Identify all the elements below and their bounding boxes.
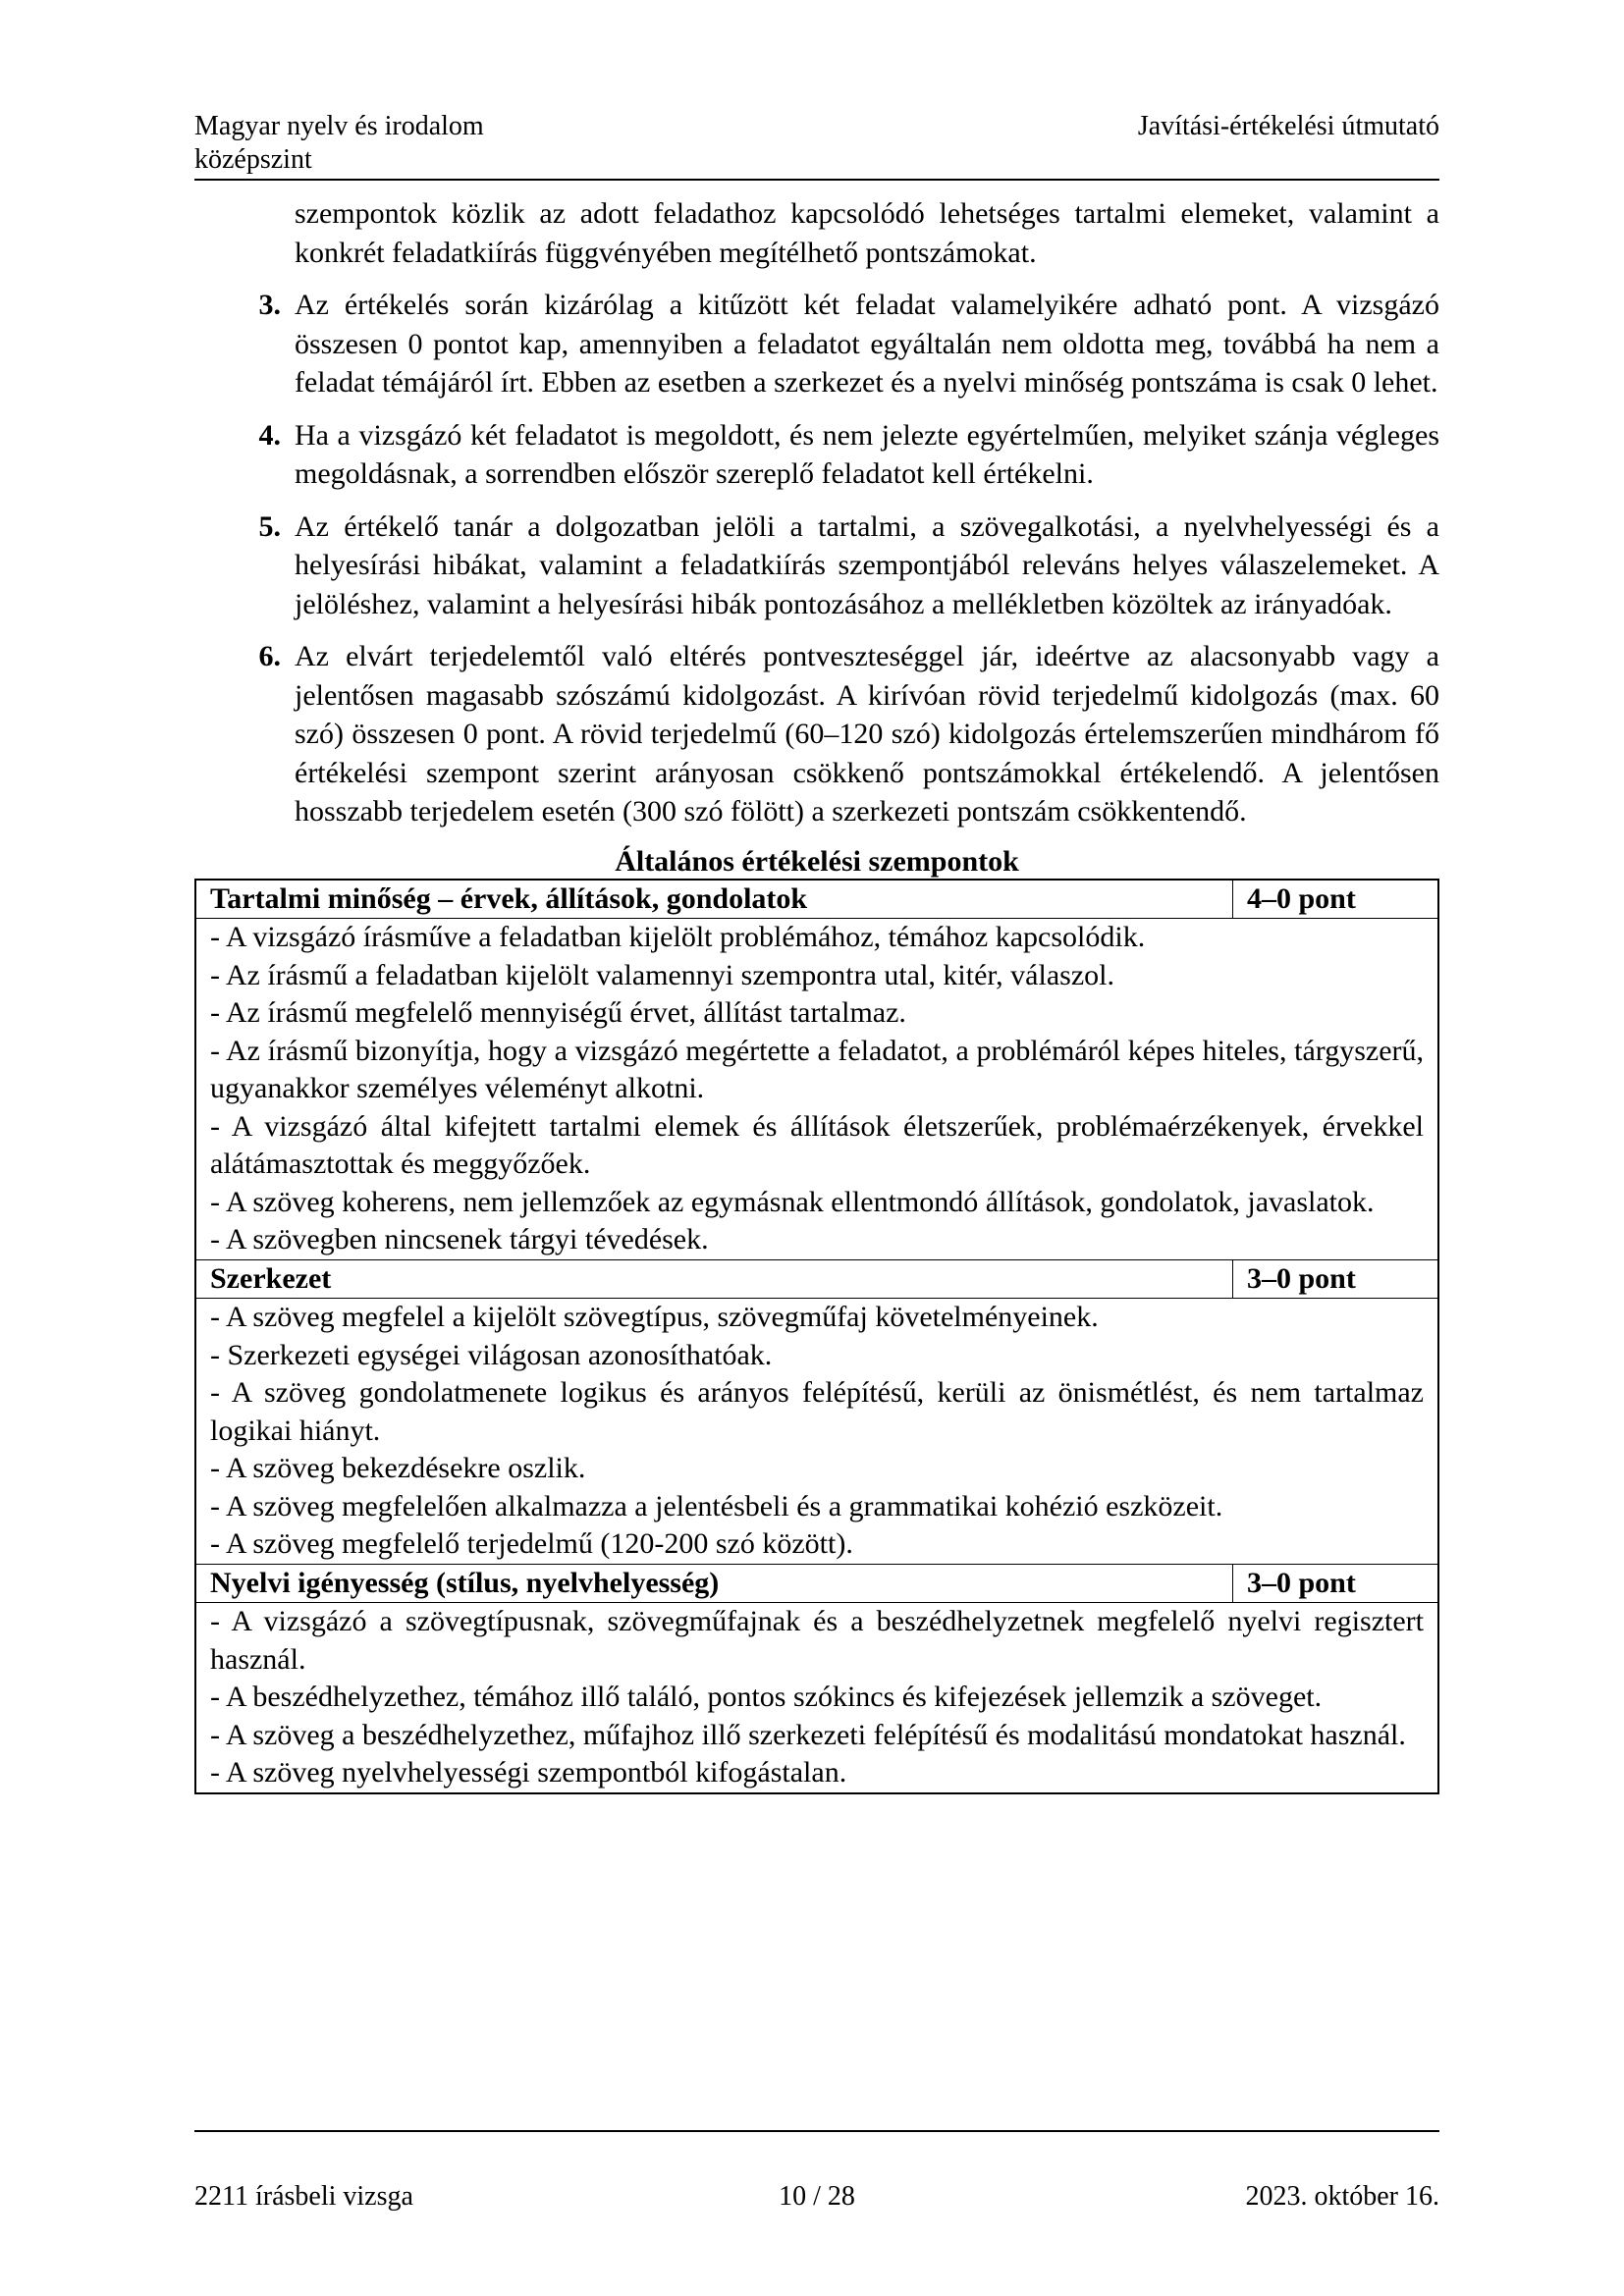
criterion-line: - A szöveg gondolatmenete logikus és arányos felépítésű, kerüli az önismétlést, és nem tartalmaz logikai hiányt. <box>210 1376 1424 1447</box>
criterion-line: - Szerkezeti egységei világosan azonosíthatóak. <box>210 1338 773 1371</box>
item-number: 5. <box>258 509 281 543</box>
criterion-line: - A vizsgázó a szövegtípusnak, szövegműfajnak és a beszédhelyzetnek megfelelő nyelvi regisztert használ. <box>210 1605 1424 1676</box>
section-points: 4–0 pont <box>1233 880 1439 919</box>
header-level: középszint <box>194 144 312 175</box>
section-points: 3–0 pont <box>1233 1564 1439 1603</box>
criteria-table <box>194 879 1439 1794</box>
criterion-line: - A szöveg bekezdésekre oszlik. <box>210 1452 586 1484</box>
footer-page-number: 10 / 28 <box>779 2181 855 2212</box>
item-text: Ha a vizsgázó két feladatot is megoldott, és nem jelezte egyértelműen, melyiket szánja végleges megoldásnak, a sorrendben először szereplő feladatot kell értékelni. <box>295 418 1439 490</box>
table-row <box>195 1564 1438 1603</box>
criterion-line: - A vizsgázó által kifejtett tartalmi elemek és állítások életszerűek, problémaérzékenyek, érvekkel alátámasztottak és meggyőzőek. <box>210 1109 1424 1180</box>
criterion-line: - Az írásmű megfelelő mennyiségű érvet, állítást tartalmaz. <box>210 996 906 1029</box>
criterion-line: - A szöveg megfelel a kijelölt szövegtípus, szövegműfaj követelményeinek. <box>210 1301 1099 1333</box>
table-row <box>195 919 1438 1260</box>
header-subject: Magyar nyelv és irodalom <box>194 111 484 141</box>
criterion-line: - A szöveg a beszédhelyzethez, műfajhoz illő szerkezeti felépítésű és modalitású mondatokat használ. <box>210 1718 1406 1751</box>
list-item <box>194 637 1439 831</box>
header-left <box>194 110 484 177</box>
table-row <box>195 1603 1438 1793</box>
criterion-line: - A szöveg koherens, nem jellemzőek az egymásnak ellentmondó állítások, gondolatok, javaslatok. <box>210 1185 1375 1218</box>
section-body <box>195 919 1438 1260</box>
footer-divider <box>194 2130 1439 2132</box>
section-heading: Tartalmi minőség – érvek, állítások, gondolatok <box>195 880 1233 919</box>
criterion-line: - A beszédhelyzethez, témához illő találó, pontos szókincs és kifejezések jellemzik a szöveget. <box>210 1681 1323 1713</box>
page-header <box>194 110 1439 181</box>
table-row <box>195 880 1438 919</box>
item-number: 6. <box>258 640 281 672</box>
section-body <box>195 1603 1438 1793</box>
page-content <box>194 194 1439 1794</box>
table-title: Általános értékelési szempontok <box>615 844 1019 878</box>
footer-exam: 2211 írásbeli vizsga <box>194 2181 413 2212</box>
section-heading: Nyelvi igényesség (stílus, nyelvhelyesség) <box>195 1564 1233 1603</box>
criterion-line: - A szöveg nyelvhelyességi szempontból kifogástalan. <box>210 1756 847 1789</box>
item-number: 4. <box>258 418 281 452</box>
section-heading: Szerkezet <box>195 1259 1233 1299</box>
criterion-line: - A vizsgázó írásműve a feladatban kijelölt problémához, témához kapcsolódik. <box>210 921 1146 953</box>
header-doc-type: Javítási-értékelési útmutató <box>1137 111 1439 141</box>
criterion-line: - A szöveg megfelelően alkalmazza a jelentésbeli és a grammatikai kohézió eszközeit. <box>210 1489 1223 1522</box>
item-text: Az értékelés során kizárólag a kitűzött két feladat valamelyikére adható pont. A vizsgázó összesen 0 pontot kap, amennyiben a feladatot egyáltalán nem oldotta meg, továbbá ha nem a feladat témájáról írt. Ebben az esetben a szerkezet és a nyelvi minőség pontszáma is csak 0 lehet. <box>295 289 1439 399</box>
section-points: 3–0 pont <box>1233 1259 1439 1299</box>
list-item <box>194 416 1439 494</box>
section-body <box>195 1299 1438 1565</box>
footer-date: 2023. október 16. <box>1245 2181 1439 2212</box>
intro-continuation: szempontok közlik az adott feladathoz kapcsolódó lehetséges tartalmi elemeket, valamint a konkrét feladatkiírás függvényében megítélhető pontszámokat. <box>295 197 1439 269</box>
item-text: Az elvárt terjedelemtől való eltérés pontveszteséggel jár, ideértve az alacsonyabb vagy a jelentősen magasabb szószámú kidolgozást. A kirívóan rövid terjedelmű kidolgozás (max. 60 szó) összesen 0 pont. A rövid terjedelmű (60–120 szó) kidolgozás értelemszerűen mindhárom fő értékelési szempont szerint arányosan csökkenő pontszámokkal értékelendő. A jelentősen hosszabb terjedelem esetén (300 szó fölött) a szerkezeti pontszám csökkentendő. <box>295 640 1439 828</box>
criterion-line: - Az írásmű a feladatban kijelölt valamennyi szempontra utal, kitér, válaszol. <box>210 958 1114 991</box>
table-row <box>195 1299 1438 1565</box>
item-text: Az értékelő tanár a dolgozatban jelöli a tartalmi, a szövegalkotási, a nyelvhelyességi és a helyesírási hibákat, valamint a feladatkiírás szempontjából releváns helyes válaszelemeket. A jelöléshez, valamint a helyesírási hibák pontozásához a mellékletben közöltek az irányadóak. <box>295 509 1439 620</box>
page-footer <box>194 2179 1439 2215</box>
criterion-line: - Az írásmű bizonyítja, hogy a vizsgázó megértette a feladatot, a problémáról képes hiteles, tárgyszerű, ugyanakkor személyes véleményt alkotni. <box>210 1034 1424 1104</box>
criterion-line: - A szövegben nincsenek tárgyi tévedések. <box>210 1223 709 1255</box>
item-number: 3. <box>258 289 281 321</box>
criterion-line: - A szöveg megfelelő terjedelmű (120-200 szó között). <box>210 1527 853 1560</box>
list-item <box>194 507 1439 624</box>
list-item <box>194 286 1439 402</box>
table-row <box>195 1259 1438 1299</box>
